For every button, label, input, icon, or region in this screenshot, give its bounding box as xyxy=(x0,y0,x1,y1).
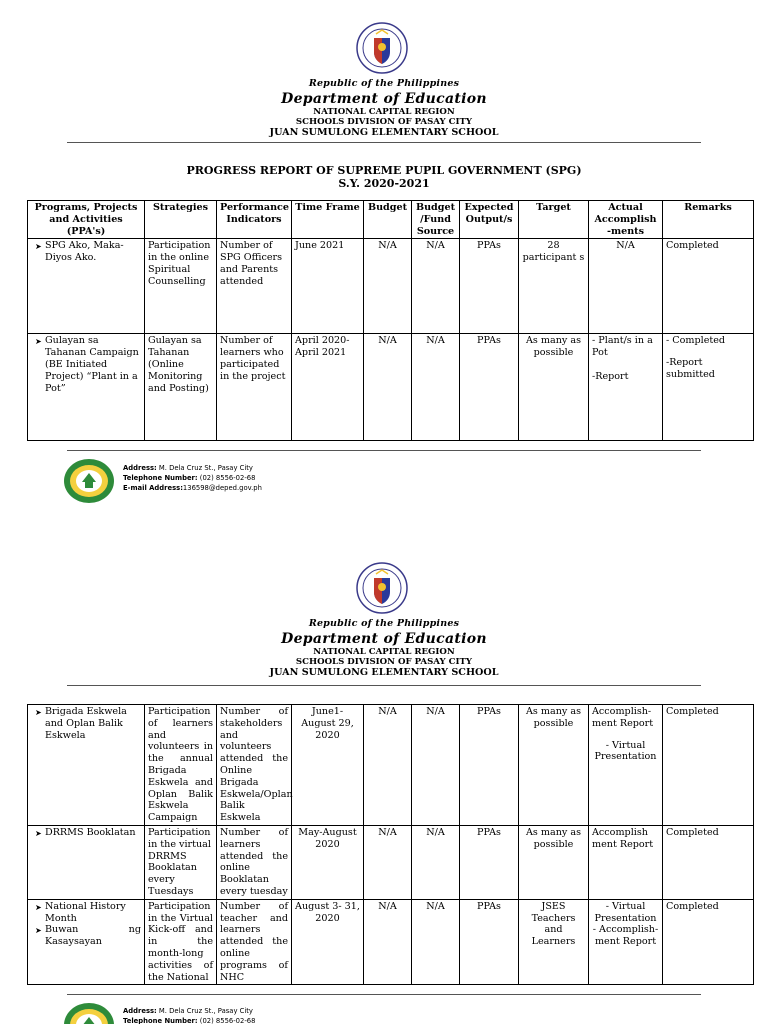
report-title: PROGRESS REPORT OF SUPREME PUPIL GOVERNMENT (SPG) S.Y. 2020-2021 xyxy=(186,164,582,190)
table-row: ➤ Brigada Eskwela and Oplan Balik Eskwela Participation of learners and volunteers in the annual Brigada Eskwela and Oplan Balik Eskwela Campaign Number of stakeholders and volunteers attended the Online Brigada Eskwela/Oplan Balik Eskwela June1- August 29, 2020 N/A N/A PPAs As many as possible Accomplish- ment Report - Virtual Presentation Completed xyxy=(28,705,754,826)
col-output: Expected Output/s xyxy=(460,201,519,239)
arrow-bullet-icon: ➤ xyxy=(35,828,42,838)
col-timeframe: Time Frame xyxy=(292,201,364,239)
col-remarks: Remarks xyxy=(663,201,754,239)
report-table-page-2 xyxy=(27,704,754,985)
school-line: JUAN SUMULONG ELEMENTARY SCHOOL xyxy=(269,127,499,138)
division-line: SCHOOLS DIVISION OF PASAY CITY xyxy=(295,657,473,667)
division-line: SCHOOLS DIVISION OF PASAY CITY xyxy=(295,117,473,127)
arrow-bullet-icon: ➤ xyxy=(35,242,42,252)
region-line: NATIONAL CAPITAL REGION xyxy=(313,107,455,117)
footer-divider xyxy=(67,994,701,995)
school-logo-icon xyxy=(63,458,115,504)
header-divider xyxy=(67,685,701,686)
report-table-page-1 xyxy=(27,200,754,441)
department-line: Department of Education xyxy=(281,91,487,107)
table-row: ➤ DRRMS Booklatan Participation in the virtual DRRMS Booklatan every Tuesdays Number of learners attended the online Booklatan every tuesday May-August 2020 N/A N/A PPAs As many as possible Accomplish ment Report Completed xyxy=(28,825,754,899)
letterhead xyxy=(0,618,768,678)
table-row: ➤ SPG Ako, Maka-Diyos Ako. Participation in the online Spiritual Counselling Number of SPG Officers and Parents attended June 2021 N/A N/A PPAs 28 participant s N/A Completed xyxy=(28,239,754,334)
deped-seal-icon xyxy=(356,562,408,614)
arrow-bullet-icon: ➤ xyxy=(35,337,42,347)
department-line: Department of Education xyxy=(281,631,487,647)
col-strategies: Strategies xyxy=(145,201,217,239)
letterhead xyxy=(0,78,768,138)
school-logo-icon xyxy=(63,1002,115,1024)
col-budget: Budget xyxy=(364,201,412,239)
header-divider xyxy=(67,142,701,143)
footer-divider xyxy=(67,450,701,451)
arrow-bullet-icon: ➤ xyxy=(35,902,42,912)
republic-line: Republic of the Philippines xyxy=(308,78,460,89)
school-line: JUAN SUMULONG ELEMENTARY SCHOOL xyxy=(269,667,499,678)
col-target: Target xyxy=(519,201,589,239)
col-indicators: Performance Indicators xyxy=(217,201,292,239)
col-fund: Budget /Fund Source xyxy=(412,201,460,239)
deped-seal-icon xyxy=(356,22,408,74)
region-line: NATIONAL CAPITAL REGION xyxy=(313,647,455,657)
document-page-2 xyxy=(0,540,768,1024)
footer-contact: Address: M. Dela Cruz St., Pasay City Telephone Number: (02) 8556-02-68 xyxy=(123,1007,256,1024)
republic-line: Republic of the Philippines xyxy=(308,618,460,629)
arrow-bullet-icon: ➤ xyxy=(35,708,42,717)
footer-contact: Address: M. Dela Cruz St., Pasay City Telephone Number: (02) 8556-02-68 E-mail Address:136598@deped.gov.ph xyxy=(123,464,262,492)
table-row: ➤ National History Month ➤ Buwan ng Kasaysayan Participation in the Virtual Kick-off and in the month-long activities of the National Number of teacher and learners attended the online programs of NHC August 3- 31, 2020 N/A N/A PPAs JSES Teachers and Learners - Virtual Presentation - Accomplish- ment Report Completed xyxy=(28,899,754,985)
col-actual: Actual Accomplish -ments xyxy=(589,201,663,239)
arrow-bullet-icon: ➤ xyxy=(35,926,42,936)
table-row: ➤ Gulayan sa Tahanan Campaign (BE Initiated Project) “Plant in a Pot” Gulayan sa Tahanan (Online Monitoring and Posting) Number of learners who participated in the project April 2020- April 2021 N/A N/A PPAs As many as possible - Plant/s in a Pot -Report - Completed -Report submitted xyxy=(28,334,754,441)
col-ppa: Programs, Projects and Activities (PPA's) xyxy=(28,201,145,239)
table-header-row xyxy=(28,201,754,239)
